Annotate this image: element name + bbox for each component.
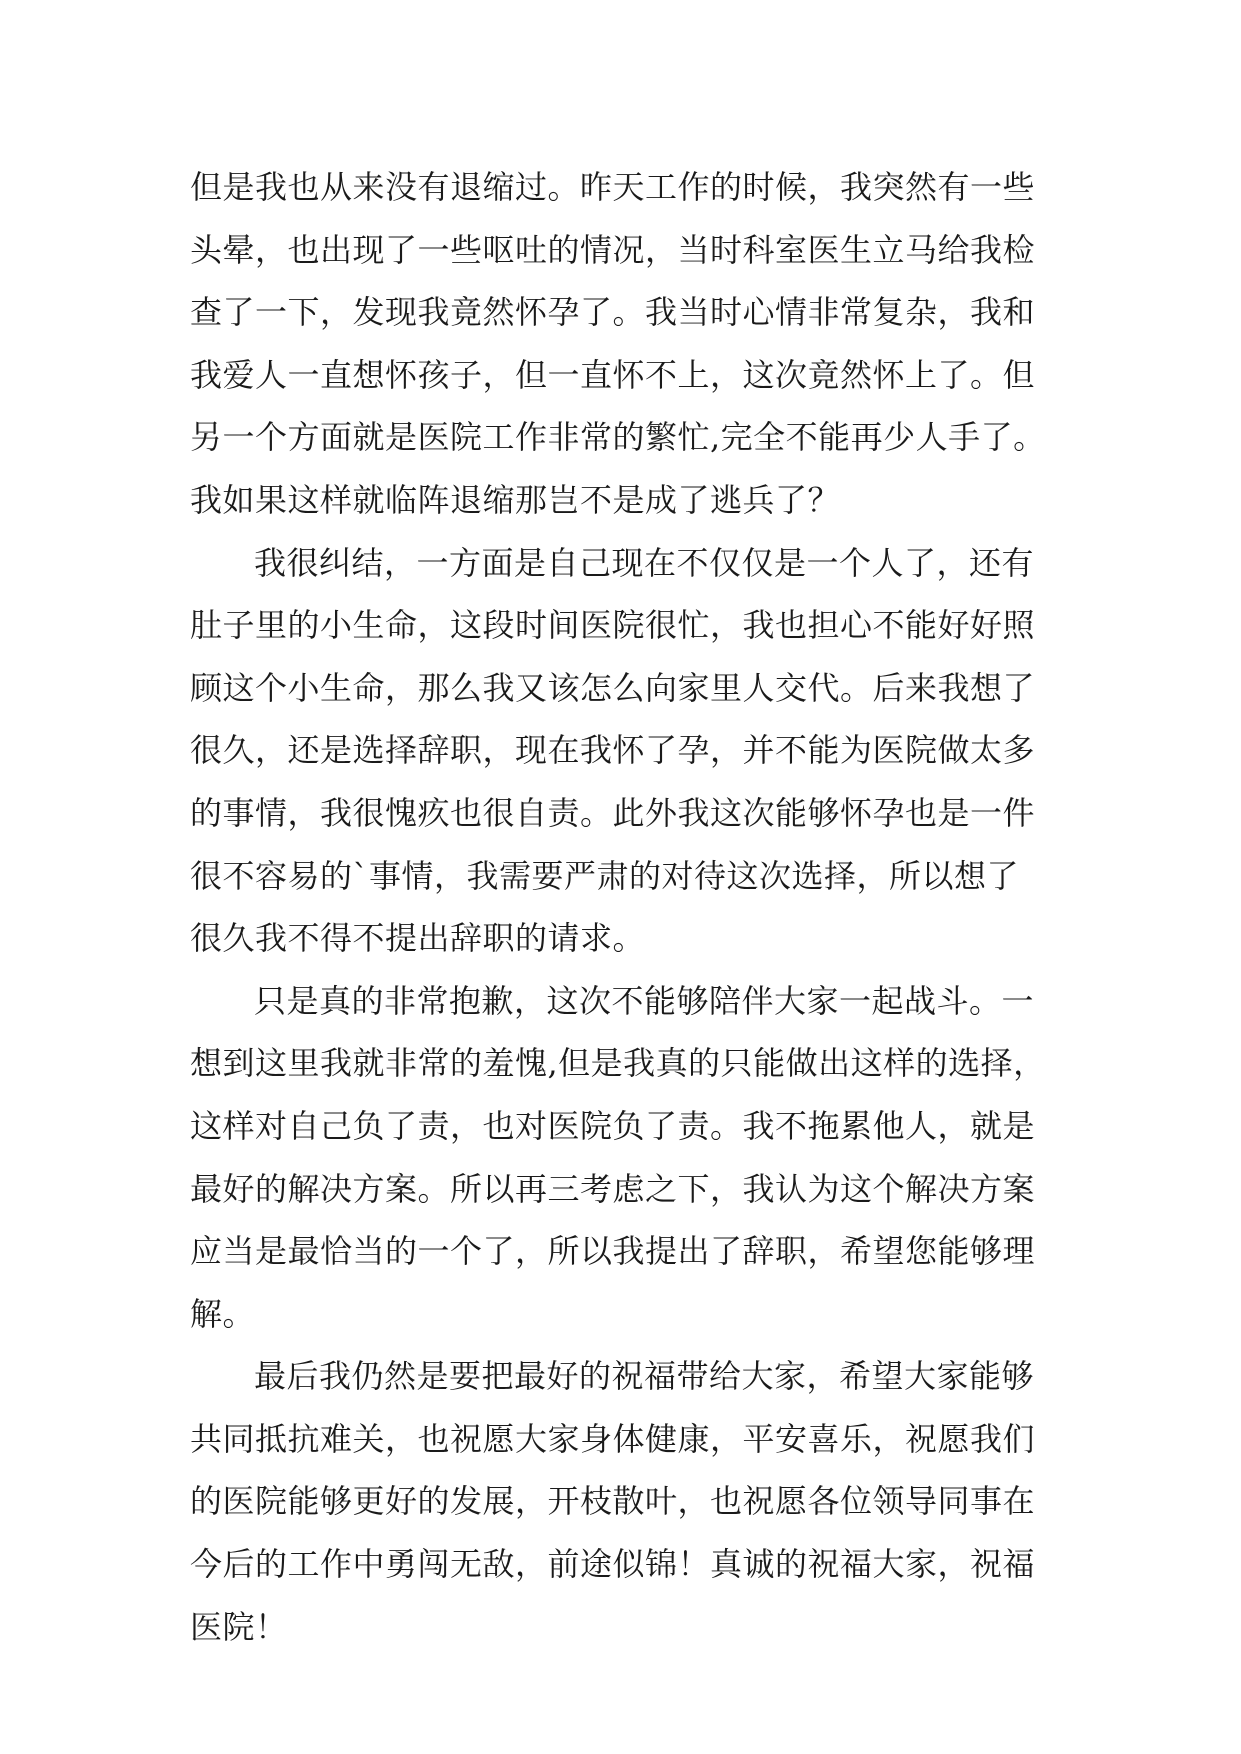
body-text	[190, 156, 1070, 1658]
paragraph-2	[190, 532, 1070, 970]
text-line: 医院！	[190, 1607, 288, 1646]
text-line: 很久，还是选择辞职，现在我怀了孕，并不能为医院做太多	[190, 731, 1036, 770]
text-line: 我如果这样就临阵退缩那岂不是成了逃兵了？	[190, 480, 841, 519]
text-line: 很不容易的`事情，我需要严肃的对待这次选择，所以想了	[190, 856, 1020, 895]
text-line: 的医院能够更好的发展，开枝散叶，也祝愿各位领导同事在	[190, 1482, 1036, 1521]
text-line: 这样对自己负了责，也对医院负了责。我不拖累他人，就是	[190, 1106, 1036, 1145]
text-line: 最好的解决方案。所以再三考虑之下，我认为这个解决方案	[190, 1169, 1036, 1208]
paragraph-1	[190, 156, 1070, 532]
paragraph-3	[190, 970, 1070, 1346]
text-line: 最后我仍然是要把最好的祝福带给大家，希望大家能够	[254, 1357, 1035, 1396]
text-line: 今后的工作中勇闯无敌，前途似锦！真诚的祝福大家，祝福	[190, 1545, 1036, 1584]
text-line: 但是我也从来没有退缩过。昨天工作的时候，我突然有一些	[190, 168, 1036, 206]
text-line: 共同抵抗难关，也祝愿大家身体健康，平安喜乐，祝愿我们	[190, 1419, 1036, 1458]
text-line: 应当是最恰当的一个了，所以我提出了辞职，希望您能够理	[190, 1232, 1036, 1271]
paragraph-4	[190, 1345, 1070, 1658]
text-line: 解。	[190, 1294, 256, 1333]
text-line: 顾这个小生命，那么我又该怎么向家里人交代。后来我想了	[190, 668, 1036, 707]
text-line: 的事情，我很愧疚也很自责。此外我这次能够怀孕也是一件	[190, 793, 1036, 832]
text-line: 想到这里我就非常的羞愧,但是我真的只能做出这样的选择，	[190, 1044, 1046, 1083]
text-line: 很久我不得不提出辞职的请求。	[190, 919, 646, 958]
text-line: 我很纠结，一方面是自己现在不仅仅是一个人了，还有	[254, 543, 1035, 582]
text-line: 我爱人一直想怀孩子，但一直怀不上，这次竟然怀上了。但	[190, 355, 1036, 394]
text-line: 查了一下，发现我竟然怀孕了。我当时心情非常复杂，我和	[190, 293, 1036, 332]
text-line: 肚子里的小生命，这段时间医院很忙，我也担心不能好好照	[190, 606, 1036, 645]
text-line: 头晕，也出现了一些呕吐的情况，当时科室医生立马给我检	[190, 230, 1036, 269]
text-line: 另一个方面就是医院工作非常的繁忙,完全不能再少人手了。	[190, 418, 1046, 457]
text-line: 只是真的非常抱歉，这次不能够陪伴大家一起战斗。一	[254, 981, 1035, 1020]
